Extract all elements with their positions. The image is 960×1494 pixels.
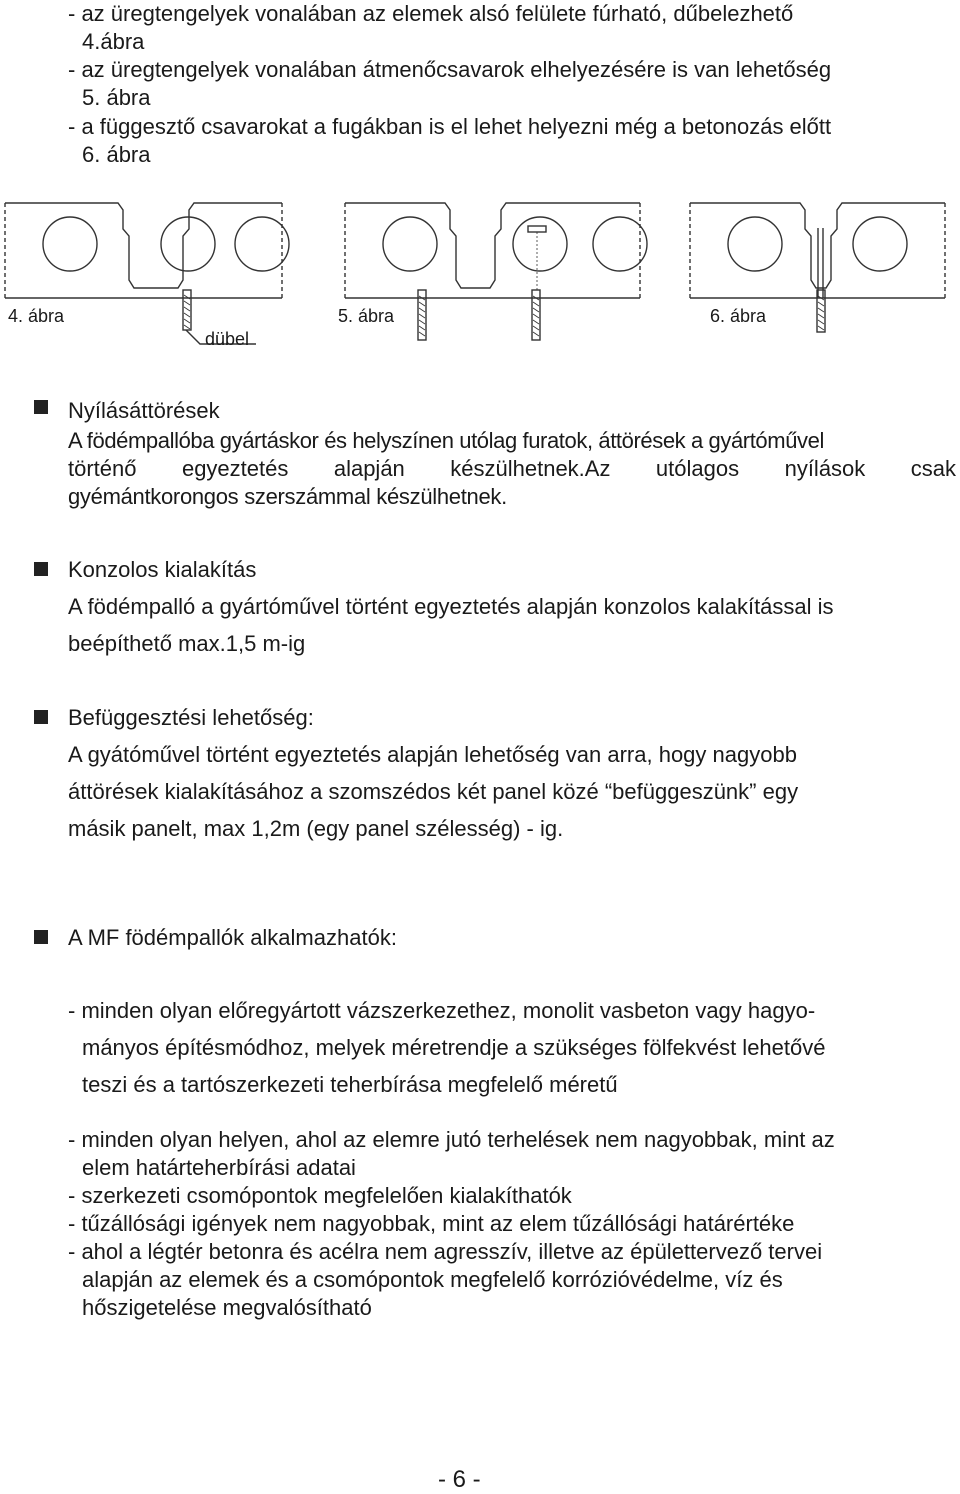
intro-line: - a függesztő csavarokat a fugákban is el lehet helyezni még a betonozás előtt <box>68 114 832 139</box>
intro-figure-ref: 6. ábra <box>82 142 151 167</box>
hollow-core-slab-figures <box>0 185 960 355</box>
list-item-line: elem határteherbírási adatai <box>82 1155 356 1180</box>
dubel-label: dübel <box>205 329 250 349</box>
paragraph-line: gyémántkorongos szerszámmal készülhetnek. <box>68 484 507 509</box>
section-title-befuggesztesi: Befüggesztési lehetőség: <box>68 705 314 730</box>
paragraph-line: A födémpallóba gyártáskor és helyszínen utólag furatok, áttörések a gyártóművel <box>68 428 824 453</box>
page-number: - 6 - <box>438 1466 481 1493</box>
list-item-line: alapján az elemek és a csomópontok megfelelő korrózióvédelme, víz és <box>82 1267 783 1292</box>
list-item-line: teszi és a tartószerkezeti teherbírása megfelelő méretű <box>82 1072 618 1097</box>
list-item-line: - szerkezeti csomópontok megfelelően kialakíthatók <box>68 1183 572 1208</box>
bullet-square-icon <box>34 710 48 724</box>
figure-label-5: 5. ábra <box>338 306 395 326</box>
bullet-square-icon <box>34 930 48 944</box>
section-title-alkalmazhatok: A MF födémpallók alkalmazhatók: <box>68 925 397 950</box>
bullet-square-icon <box>34 400 48 414</box>
figure-label-4: 4. ábra <box>8 306 65 326</box>
intro-line: - az üregtengelyek vonalában az elemek alsó felülete fúrható, dűbelezhető <box>68 1 794 26</box>
paragraph-line: A gyátóművel történt egyeztetés alapján lehetőség van arra, hogy nagyobb <box>68 742 797 767</box>
list-item-line: mányos építésmódhoz, melyek méretrendje a szükséges fölfekvést lehetővé <box>82 1035 826 1060</box>
section-title-nyilasattoresek: Nyílásáttörések <box>68 398 220 423</box>
paragraph-line: beépíthető max.1,5 m-ig <box>68 631 306 656</box>
list-item-line: - minden olyan előregyártott vázszerkezethez, monolit vasbeton vagy hagyo- <box>68 998 816 1023</box>
list-item-line: - minden olyan helyen, ahol az elemre jutó terhelések nem nagyobbak, mint az <box>68 1127 835 1152</box>
paragraph-line: történő egyeztetés alapján készülhetnek.Az utólagos nyílások csak <box>68 456 956 481</box>
figure-label-6: 6. ábra <box>710 306 767 326</box>
paragraph-line: áttörések kialakításához a szomszédos két panel közé “befüggeszünk” egy <box>68 779 799 804</box>
paragraph-line: másik panelt, max 1,2m (egy panel szélesség) - ig. <box>68 816 564 841</box>
section-title-konzolos: Konzolos kialakítás <box>68 557 257 582</box>
intro-figure-ref: 4.ábra <box>82 29 145 54</box>
list-item-line: hőszigetelése megvalósítható <box>82 1295 372 1320</box>
intro-figure-ref: 5. ábra <box>82 85 151 110</box>
list-item-line: - tűzállósági igények nem nagyobbak, mint az elem tűzállósági határértéke <box>68 1211 795 1236</box>
list-item-line: - ahol a légtér betonra és acélra nem agresszív, illetve az épülettervező tervei <box>68 1239 823 1264</box>
intro-line: - az üregtengelyek vonalában átmenőcsavarok elhelyezésére is van lehetőség <box>68 57 832 82</box>
bullet-square-icon <box>34 562 48 576</box>
paragraph-line: A födémpalló a gyártóművel történt egyeztetés alapján konzolos kalakítással is <box>68 594 834 619</box>
